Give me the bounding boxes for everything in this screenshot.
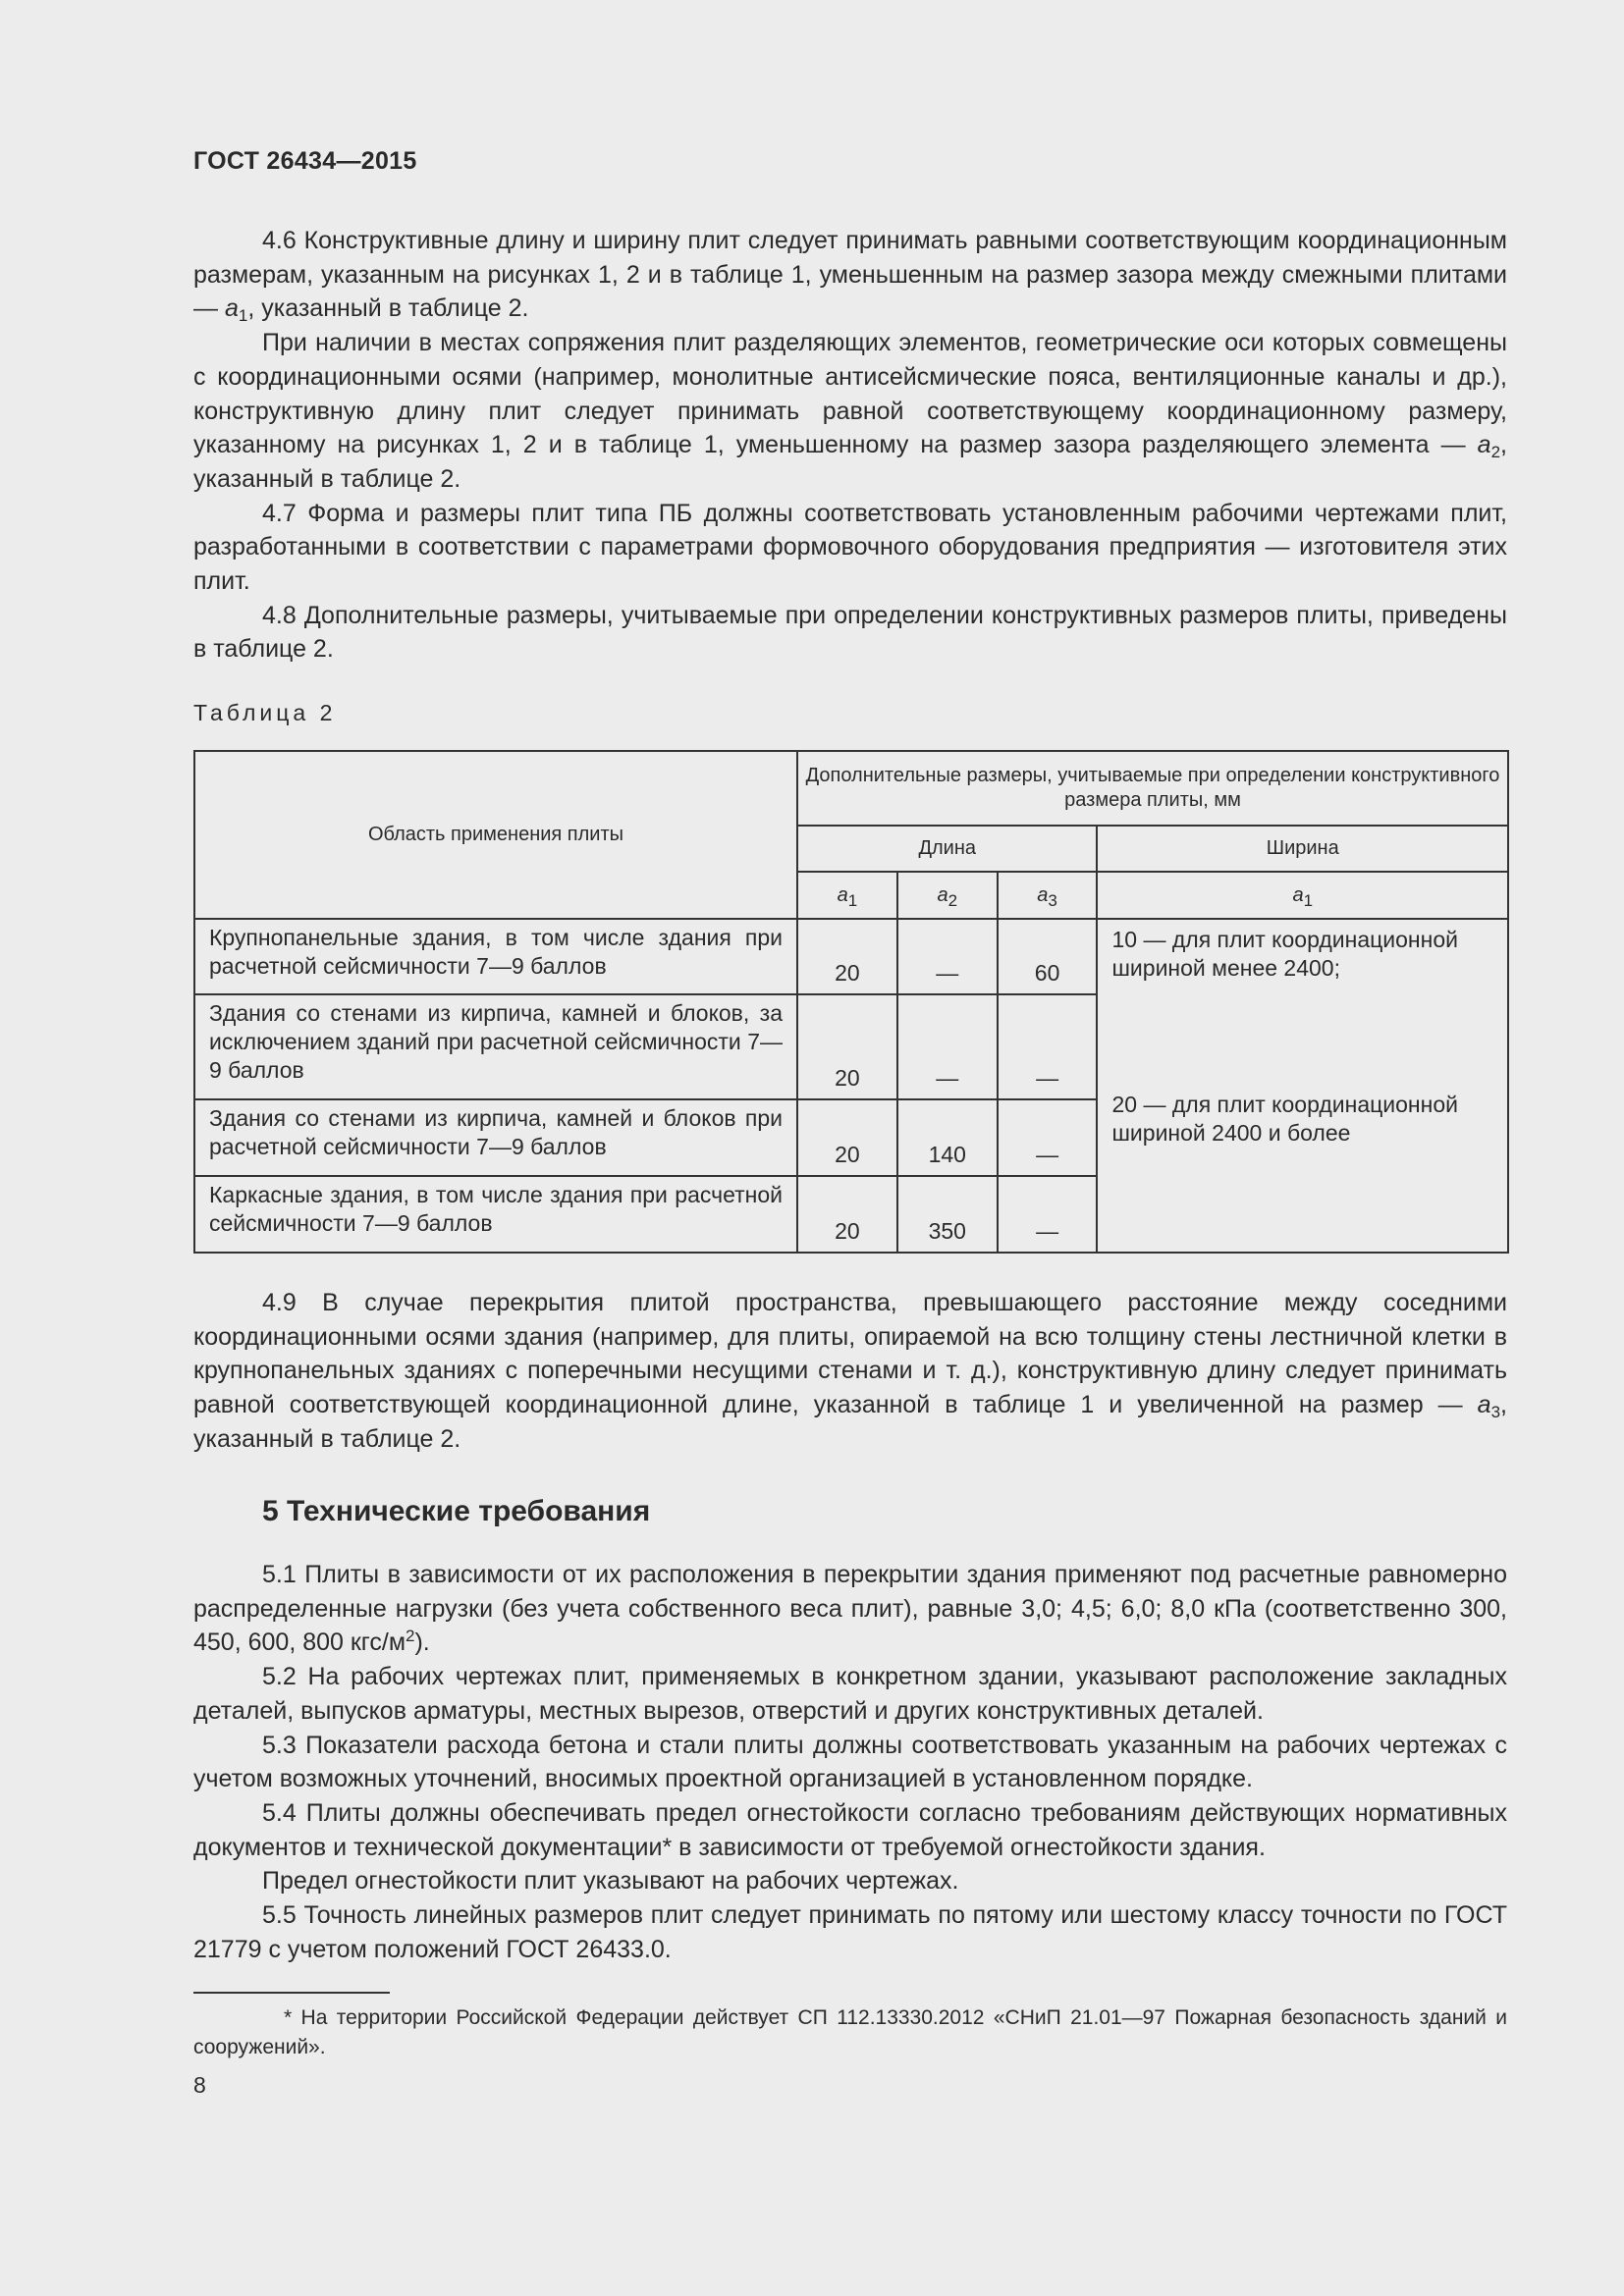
paragraph-4-6: 4.6 Конструктивные длину и ширину плит следует принимать равными соответствующим координационным размерам, указанным на рисунках 1, 2 и в таблице 1, уменьшенным на размер зазора между смежными плитами — $a_1$, указанный в таблице 2. <box>193 227 1507 326</box>
cell-a3: — <box>998 994 1098 1099</box>
cell-a1: 20 <box>797 1176 897 1253</box>
header-a1-length: $a_1$ <box>797 872 897 919</box>
table-2 <box>193 750 1509 1254</box>
paragraph-4-7: 4.7 Форма и размеры плит типа ПБ должны соответствовать установленным рабочими чертежами плит, разработанными в соответствии с параметрами формовочного оборудования предприятия — изготовителя этих плит. <box>193 499 1507 596</box>
width-note-2: 20 — для плит координационной шириной 2400 и более <box>1111 1092 1458 1146</box>
cell-a3: — <box>998 1176 1098 1253</box>
cell-a2: 350 <box>897 1176 998 1253</box>
cell-a2: — <box>897 994 998 1099</box>
cell-a1: 20 <box>797 1099 897 1176</box>
footnote-divider <box>193 1992 390 1994</box>
document-header: ГОСТ 26434—2015 <box>193 147 417 175</box>
width-note-1: 10 — для плит координационной шириной менее 2400; <box>1111 927 1458 981</box>
header-width: Ширина <box>1097 826 1508 872</box>
cell-a3: — <box>998 1099 1098 1176</box>
cell-a2: 140 <box>897 1099 998 1176</box>
cell-a1: 20 <box>797 994 897 1099</box>
cell-area: Каркасные здания, в том числе здания при расчетной сейсмичности 7—9 баллов <box>194 1176 797 1253</box>
footnote: * На территории Российской Федерации действует СП 112.13330.2012 «СНиП 21.01—97 Пожарная безопасность зданий и сооружений». <box>193 2006 1507 2058</box>
page-number: 8 <box>193 2072 206 2098</box>
section-5-body <box>193 1558 1507 1966</box>
cell-area: Здания со стенами из кирпича, камней и блоков, за исключением зданий при расчетной сейсмичности 7—9 баллов <box>194 994 797 1099</box>
cell-width-notes <box>1097 919 1508 1253</box>
header-length: Длина <box>797 826 1097 872</box>
header-extra-sizes: Дополнительные размеры, учитываемые при определении конструктивного размера плиты, мм <box>797 751 1508 826</box>
cell-a1: 20 <box>797 919 897 994</box>
paragraph-4-6-cont: При наличии в местах сопряжения плит разделяющих элементов, геометрические оси которых совмещены с координационными осями (например, монолитные антисейсмические пояса, вентиляционные каналы и др.), конструктивную длину плит следует принимать равной соответствующему координационному размеру, указанному на рисунках 1, 2 и в таблице 1, уменьшенному на размер зазора разделяющего элемента — $a_2$, указанный в таблице 2. <box>193 329 1507 493</box>
cell-a3: 60 <box>998 919 1098 994</box>
cell-area: Здания со стенами из кирпича, камней и блоков при расчетной сейсмичности 7—9 баллов <box>194 1099 797 1176</box>
section-5-title: 5 Технические требования <box>262 1495 651 1527</box>
paragraph-5-3: 5.3 Показатели расхода бетона и стали плиты должны соответствовать указанным на рабочих чертежах с учетом возможных уточнений, вносимых проектной организацией в установленном порядке. <box>193 1731 1507 1793</box>
paragraph-5-4-cont: Предел огнестойкости плит указывают на рабочих чертежах. <box>262 1867 959 1896</box>
paragraph-4-8: 4.8 Дополнительные размеры, учитываемые при определении конструктивных размеров плиты, приведены в таблице 2. <box>193 601 1507 664</box>
cell-area: Крупнопанельные здания, в том числе здания при расчетной сейсмичности 7—9 баллов <box>194 919 797 994</box>
cell-a2: — <box>897 919 998 994</box>
table-caption: Таблица 2 <box>193 700 337 725</box>
table-row <box>194 919 1508 994</box>
header-a3: $a_3$ <box>998 872 1098 919</box>
header-area: Область применения плиты <box>194 751 797 919</box>
paragraph-5-1: 5.1 Плиты в зависимости от их расположения в перекрытии здания применяют под расчетные равномерно распределенные нагрузки (без учета собственного веса плит), равные 3,0; 4,5; 6,0; 8,0 кПа (соответственно 300, 450, 600, 800 кгс/$м^2$). <box>193 1561 1507 1657</box>
paragraph-5-2: 5.2 На рабочих чертежах плит, применяемых в конкретном здании, указывают расположение закладных деталей, выпусков арматуры, местных вырезов, отверстий и других конструктивных деталей. <box>193 1663 1507 1725</box>
paragraph-4-9: 4.9 В случае перекрытия плитой пространства, превышающего расстояние между соседними координационными осями здания (например, для плиты, опираемой на всю толщину стены лестничной клетки в крупнопанельных зданиях с поперечными несущими стенами и т. д.), конструктивную длину следует принимать равной соответствующей координационной длине, указанной в таблице 1 и увеличенной на размер — $a_3$, указанный в таблице 2. <box>193 1289 1507 1453</box>
section-4-continued <box>193 224 1507 667</box>
paragraph-4-9-block <box>193 1286 1507 1457</box>
paragraph-5-4: 5.4 Плиты должны обеспечивать предел огнестойкости согласно требованиям действующих нормативных документов и технической документации* в зависимости от требуемой огнестойкости здания. <box>193 1798 1507 1861</box>
header-a1-width: $a_1$ <box>1097 872 1508 919</box>
paragraph-5-5: 5.5 Точность линейных размеров плит следует принимать по пятому или шестому классу точности по ГОСТ 21779 с учетом положений ГОСТ 26433.0. <box>193 1901 1507 1963</box>
header-a2: $a_2$ <box>897 872 998 919</box>
